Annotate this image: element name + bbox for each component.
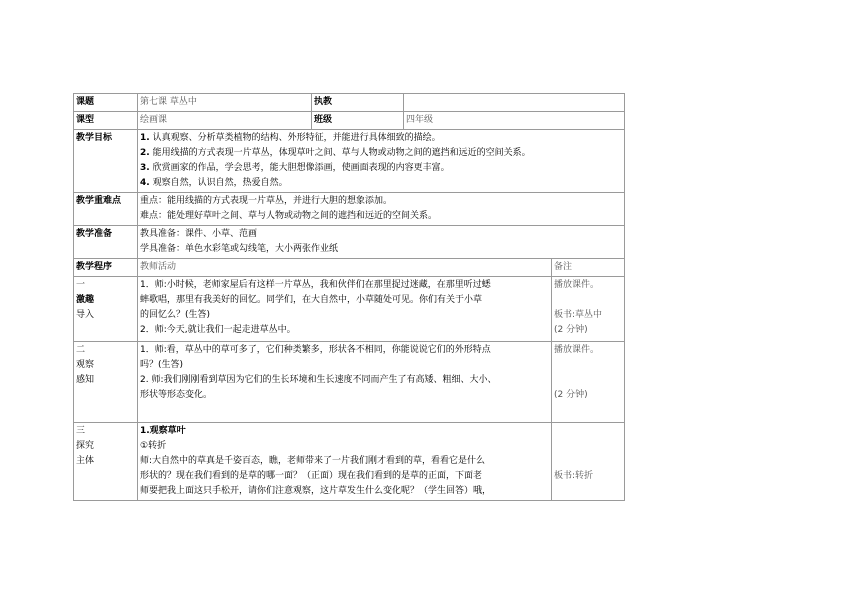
teacher-value — [404, 94, 625, 112]
stage-note: 板书:转折 — [552, 423, 625, 501]
stage-label: 三 探究 主体 — [74, 423, 138, 501]
stage-activity: 1.观察草叶 ①转折 师:大自然中的草真是千姿百态，瞧，老师带来了一片我们刚才看到的草，看看它是什么 形状的？现在我们看到的是草的哪一面？（正面）现在我们看到的是草的正面，下面老 师要把我上面这只手松开，请你们注意观察，这片草发生什么变化呢？（学生回答）哦， — [138, 423, 552, 501]
stage-note: 播放课件。 板书:草丛中 (2 分钟) — [552, 277, 625, 342]
stage-note: 播放课件。 (2 分钟) — [552, 342, 625, 423]
difficult-point: 难点：能处理好草叶之间、草与人物或动物之间的遮挡和远近的空间关系。 — [140, 211, 438, 221]
note-header: 备注 — [552, 259, 625, 277]
goals-row — [74, 130, 625, 193]
teacher-label: 执教 — [312, 94, 404, 112]
key-points-label: 教学重难点 — [74, 193, 138, 226]
class-label: 班级 — [312, 112, 404, 130]
goals-label: 教学目标 — [74, 130, 138, 193]
topic-value: 第七课 草丛中 — [138, 94, 312, 112]
key-points-content — [138, 193, 625, 226]
goal-item: 4. 观察自然，认识自然，热爱自然。 — [140, 178, 288, 188]
topic-row — [74, 94, 625, 112]
goal-item: 3. 欣赏画家的作品，学会思考，能大胆想像添画，使画面表现的内容更丰富。 — [140, 163, 450, 173]
class-value: 四年级 — [404, 112, 625, 130]
stage-label: 一 激趣 导入 — [74, 277, 138, 342]
stage-row — [74, 342, 625, 423]
stage-row — [74, 423, 625, 501]
topic-label: 课题 — [74, 94, 138, 112]
stage-activity: 1．师:看，草丛中的草可多了，它们种类繁多，形状各不相同，你能说说它们的外形特点 吗？(生答) 2. 师:我们刚刚看到草因为它们的生长环境和生长速度不同而产生了有高矮、粗细、大小、 形状等形态变化。 — [138, 342, 552, 423]
activity-header: 教师活动 — [138, 259, 552, 277]
prep-row — [74, 226, 625, 259]
procedure-label: 教学程序 — [74, 259, 138, 277]
stage-activity: 1．师:小时候，老师家屋后有这样一片草丛，我和伙伴们在那里捉过迷藏，在那里听过蟋 蟀歌唱，那里有我美好的回忆。同学们，在大自然中，小草随处可见。你们有关于小草 的回忆么？(生答) 2．师:今天,就让我们一起走进草丛中。 — [138, 277, 552, 342]
student-prep: 学具准备：单色水彩笔或勾线笔，大小两张作业纸 — [140, 244, 339, 254]
type-row — [74, 112, 625, 130]
goal-item: 1. 认真观察、分析草类植物的结构、外形特征，并能进行具体细致的描绘。 — [140, 133, 441, 143]
prep-label: 教学准备 — [74, 226, 138, 259]
stage-label: 二 观察 感知 — [74, 342, 138, 423]
teacher-prep: 教具准备：课件、小草、范画 — [140, 229, 258, 239]
goal-item: 2. 能用线描的方式表现一片草丛，体现草叶之间、草与人物或动物之间的遮挡和远近的空间关系。 — [140, 148, 531, 158]
procedure-header-row — [74, 259, 625, 277]
key-point: 重点：能用线描的方式表现一片草丛，并进行大胆的想象添加。 — [140, 196, 393, 206]
stage-row — [74, 277, 625, 342]
lesson-plan-table — [73, 93, 625, 501]
goals-content — [138, 130, 625, 193]
type-label: 课型 — [74, 112, 138, 130]
prep-content — [138, 226, 625, 259]
key-points-row — [74, 193, 625, 226]
type-value: 绘画课 — [138, 112, 312, 130]
